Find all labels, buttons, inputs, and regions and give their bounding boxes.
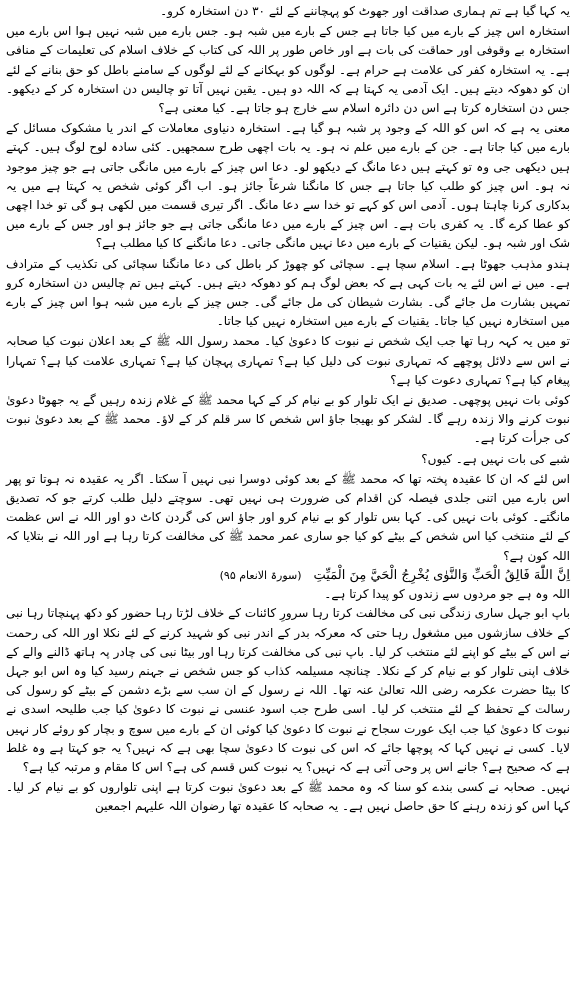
paragraph-1: یہ کہا گیا ہے تم ہماری صداقت اور جھوٹ کو پہچاننے کے لئے ۳۰ دن استخارہ کرو۔ xyxy=(160,4,570,18)
paragraph-10: نہیں۔ صحابہ نے کسی بندے کو سنا کہ وہ محمد ﷺ کے بعد دعویٰ نبوت کرتا ہے اپنی تلواروں کو بے نیام کر لیا۔ کہا اس کو زندہ رہنے کا حق حاصل نہیں ہے۔ یہ صحابہ کا عقیدہ تھا رضوان اللہ علیہم اجمعین xyxy=(6,780,570,814)
paragraph-9: باپ ابو جہل ساری زندگی نبی کی مخالفت کرتا رہا سرورِ کائنات کے خلاف لڑتا رہا حضور کو دکھ پہنچاتا رہا نبی کے خلاف سازشوں میں مشغول رہا حتی کہ معرکہ بدر کے اندر نبی کو شہید کرنے کے لئے نکلا اور اللہ کی رحمت نے اس کے بیٹے کو اپنے لئے منتخب کر لیا۔ باپ نبی کی مخالفت کرتا رہا اور بیٹا نبی کی چادر پہ ہاتھ ڈالنے والے کے خلاف اپنی تلوار کو بے نیام کر کے نکلا۔ چنانچہ مسیلمہ کذاب کو جس شخص نے جہنم رسید کیا وہ اس ابو جہل کا بیٹا حضرت عکرمہ رضی اللہ تعالیٰ عنہ تھا۔ اللہ نے رسول کے ان سب سے بڑے دشمن کے بیٹے کو رسول کی رسالت کے تحفظ کے لئے منتخب کر لیا۔ اسی طرح جب اسود عنسی نے نبوت کا دعویٰ کیا جب طلیحہ اسدی نے نبوت کا دعویٰ کیا جب ایک عورت سجاح نے نبوت کا دعویٰ کیا کوئی ان کے بارے میں سوچ و بچار کو روئے کار نہیں لایا۔ کسی نے نہیں کہا کہ پوچھا جائے کہ اس کی نبوت کا دعویٰ سچا بھی ہے کہ نہیں؟ یہ جو کہتا ہے وہ غلط ہے کہ صحیح ہے؟ جانے اس پر وحی آتی ہے کہ نہیں؟ یہ نبوت کس قسم کی ہے؟ اس کا مقام و مرتبہ کیا ہے؟ xyxy=(6,606,570,774)
paragraph-3: معنی یہ ہے کہ اس کو اللہ کے وجود پر شبہ ہو گیا ہے۔ استخارہ دنیاوی معاملات کے اندر یا مشکوک مسائل کے بارے میں کیا جاتا ہے۔ جن کے بارے میں علم نہ ہو۔ یہ بات اچھی طرح سمجھیں۔ کئی سادہ لوح لوگ ہیں۔ کہتے ہیں دیکھی جی وہ تو کہتے ہیں دعا مانگ کے دیکھو لو۔ دعا اس چیز کے بارے میں مانگی جاتی ہے جو چیز موجود نہ ہو۔ اس چیز کو طلب کیا جاتا ہے جس کا مانگنا شرعاً جائز ہو۔ اب اگر کوئی شخص یہ کہتا ہے میں یہ بدکاری کرنا چاہتا ہوں۔ آدمی اس کو کہے تو خدا سے دعا مانگ۔ اگر تیری قسمت میں لکھی ہو گی تو خدا اچھی کو عطا کرے گا۔ یہ کفری بات ہے۔ اس چیز کے بارے میں دعا مانگی جاتی ہے جو جائز ہو اور جس کے بارے میں شک اور شبہ ہو۔ لیکن یقنیات کے بارے میں دعا نہیں مانگی جاتی۔ دعا مانگنے کا کیا مطلب ہے؟ xyxy=(6,121,570,251)
paragraph-8: اس لئے کہ ان کا عقیدہ پختہ تھا کہ محمد ﷺ کے بعد کوئی دوسرا نبی نہیں آ سکتا۔ اگر یہ عقیدہ نہ ہوتا تو پھر اس بارے میں اتنی جلدی فیصلہ کن اقدام کی ضرورت ہی نہیں تھی۔ سوچتے دلیل طلب کرتے جو کہ تصدیق مانگتے۔ کوئی بات نہیں کی۔ کہا بس تلوار کو بے نیام کرو اور جاؤ اس کی گردن کاٹ دو اور اللہ نے اس عظمت کے لئے منتخب کیا اس شخص کے بیٹے کو کیا جو ساری عمر محمد ﷺ کی مخالفت کرتا رہا ہے اور اللہ نے بتلایا کہ اللہ کون ہے؟ xyxy=(6,471,570,563)
paragraph-7: شبے کی بات نہیں ہے۔ کیوں؟ xyxy=(421,451,570,466)
verse-arabic-text: اِنَّ اللّٰهَ فَالِقُ الْحَبِّ وَالنَّوٰى يُخْرِجُ الْحَيَّ مِنَ الْمَيِّتِ xyxy=(313,567,570,583)
paragraph-5: تو میں یہ کہہ رہا تھا جب ایک شخص نے نبوت کا دعویٰ کیا۔ محمد رسول اللہ ﷺ کے بعد اعلان نبوت کیا صحابہ نے اس سے دلائل پوچھے کہ تمہاری نبوت کی دلیل کیا ہے؟ تمہاری پہچان کیا ہے؟ تمہاری علامت کیا ہے؟ تمہارا پیغام کیا ہے؟ تمہاری دعوت کیا ہے؟ xyxy=(6,334,570,387)
paragraph-6: کوئی بات نہیں پوچھی۔ صدیق نے ایک تلوار کو بے نیام کر کے کہا محمد ﷺ کے غلام زندہ رہیں گے یہ جھوٹا دعویٰ نبوت کرنے والا زندہ رہے گا۔ لشکر کو بھیجا جاؤ اس شخص کا سر قلم کر کے لاؤ۔ محمد ﷺ کے بعد دعویٰ نبوت کی جرأت کرتا ہے۔ xyxy=(6,393,570,446)
quran-verse xyxy=(6,566,570,604)
verse-translation: اللہ وہ ہے جو مردوں سے زندوں کو پیدا کرتا ہے۔ xyxy=(324,587,570,602)
paragraph-4: ہندو مذہب جھوٹا ہے۔ اسلام سچا ہے۔ سچائی کو چھوڑ کر باطل کی دعا مانگنا سچائی کی تکذیب کے مترادف ہے۔ میں نے اس لئے یہ بات کہی ہے کہ بعض لوگ ہم کو دھوکہ دیتے ہیں۔ کہتے ہیں تم چالیس دن استخارہ کرو تمہیں بشارت مل جائے گی۔ بشارت شیطان کی مل جائے گی۔ جس چیز کے بارے میں شبہ ہوا اس چیز کے بارے میں استخارہ نہیں کیا جاتا۔ یقنیات کے بارے میں استخارہ نہیں کیا جاتا۔ xyxy=(6,256,570,329)
paragraph-2: استخارہ اس چیز کے بارے میں کیا جاتا ہے جس کے بارے میں شبہ ہو۔ جس بارے میں شبہ نہیں ہوا اس بارے میں استخارہ بے وقوفی اور حماقت کی بات ہے اور خاص طور پر اللہ کی کتاب کے خلاف اسلام کی تعلیمات کے منافی ہے۔ یہ استخارہ کفر کی علامت ہے حرام ہے۔ لوگوں کو بہکانے کے لئے لوگوں کے سامنے باطل کو حق بنانے کے لئے ان کو دھوکہ دیتے ہیں۔ ایک آدمی یہ کہتا ہے کہ اللہ دو ہیں۔ یقین نہیں آتا تو چالیس دن استخارہ کر کے دیکھو۔ جس دن استخارہ کرتا ہے اس دن دائرہ اسلام سے خارج ہو جاتا ہے۔ کیا معنی ہے؟ xyxy=(6,24,570,116)
verse-line xyxy=(6,566,570,585)
verse-reference: (سورۃ الانعام ۹۵) xyxy=(219,568,302,582)
